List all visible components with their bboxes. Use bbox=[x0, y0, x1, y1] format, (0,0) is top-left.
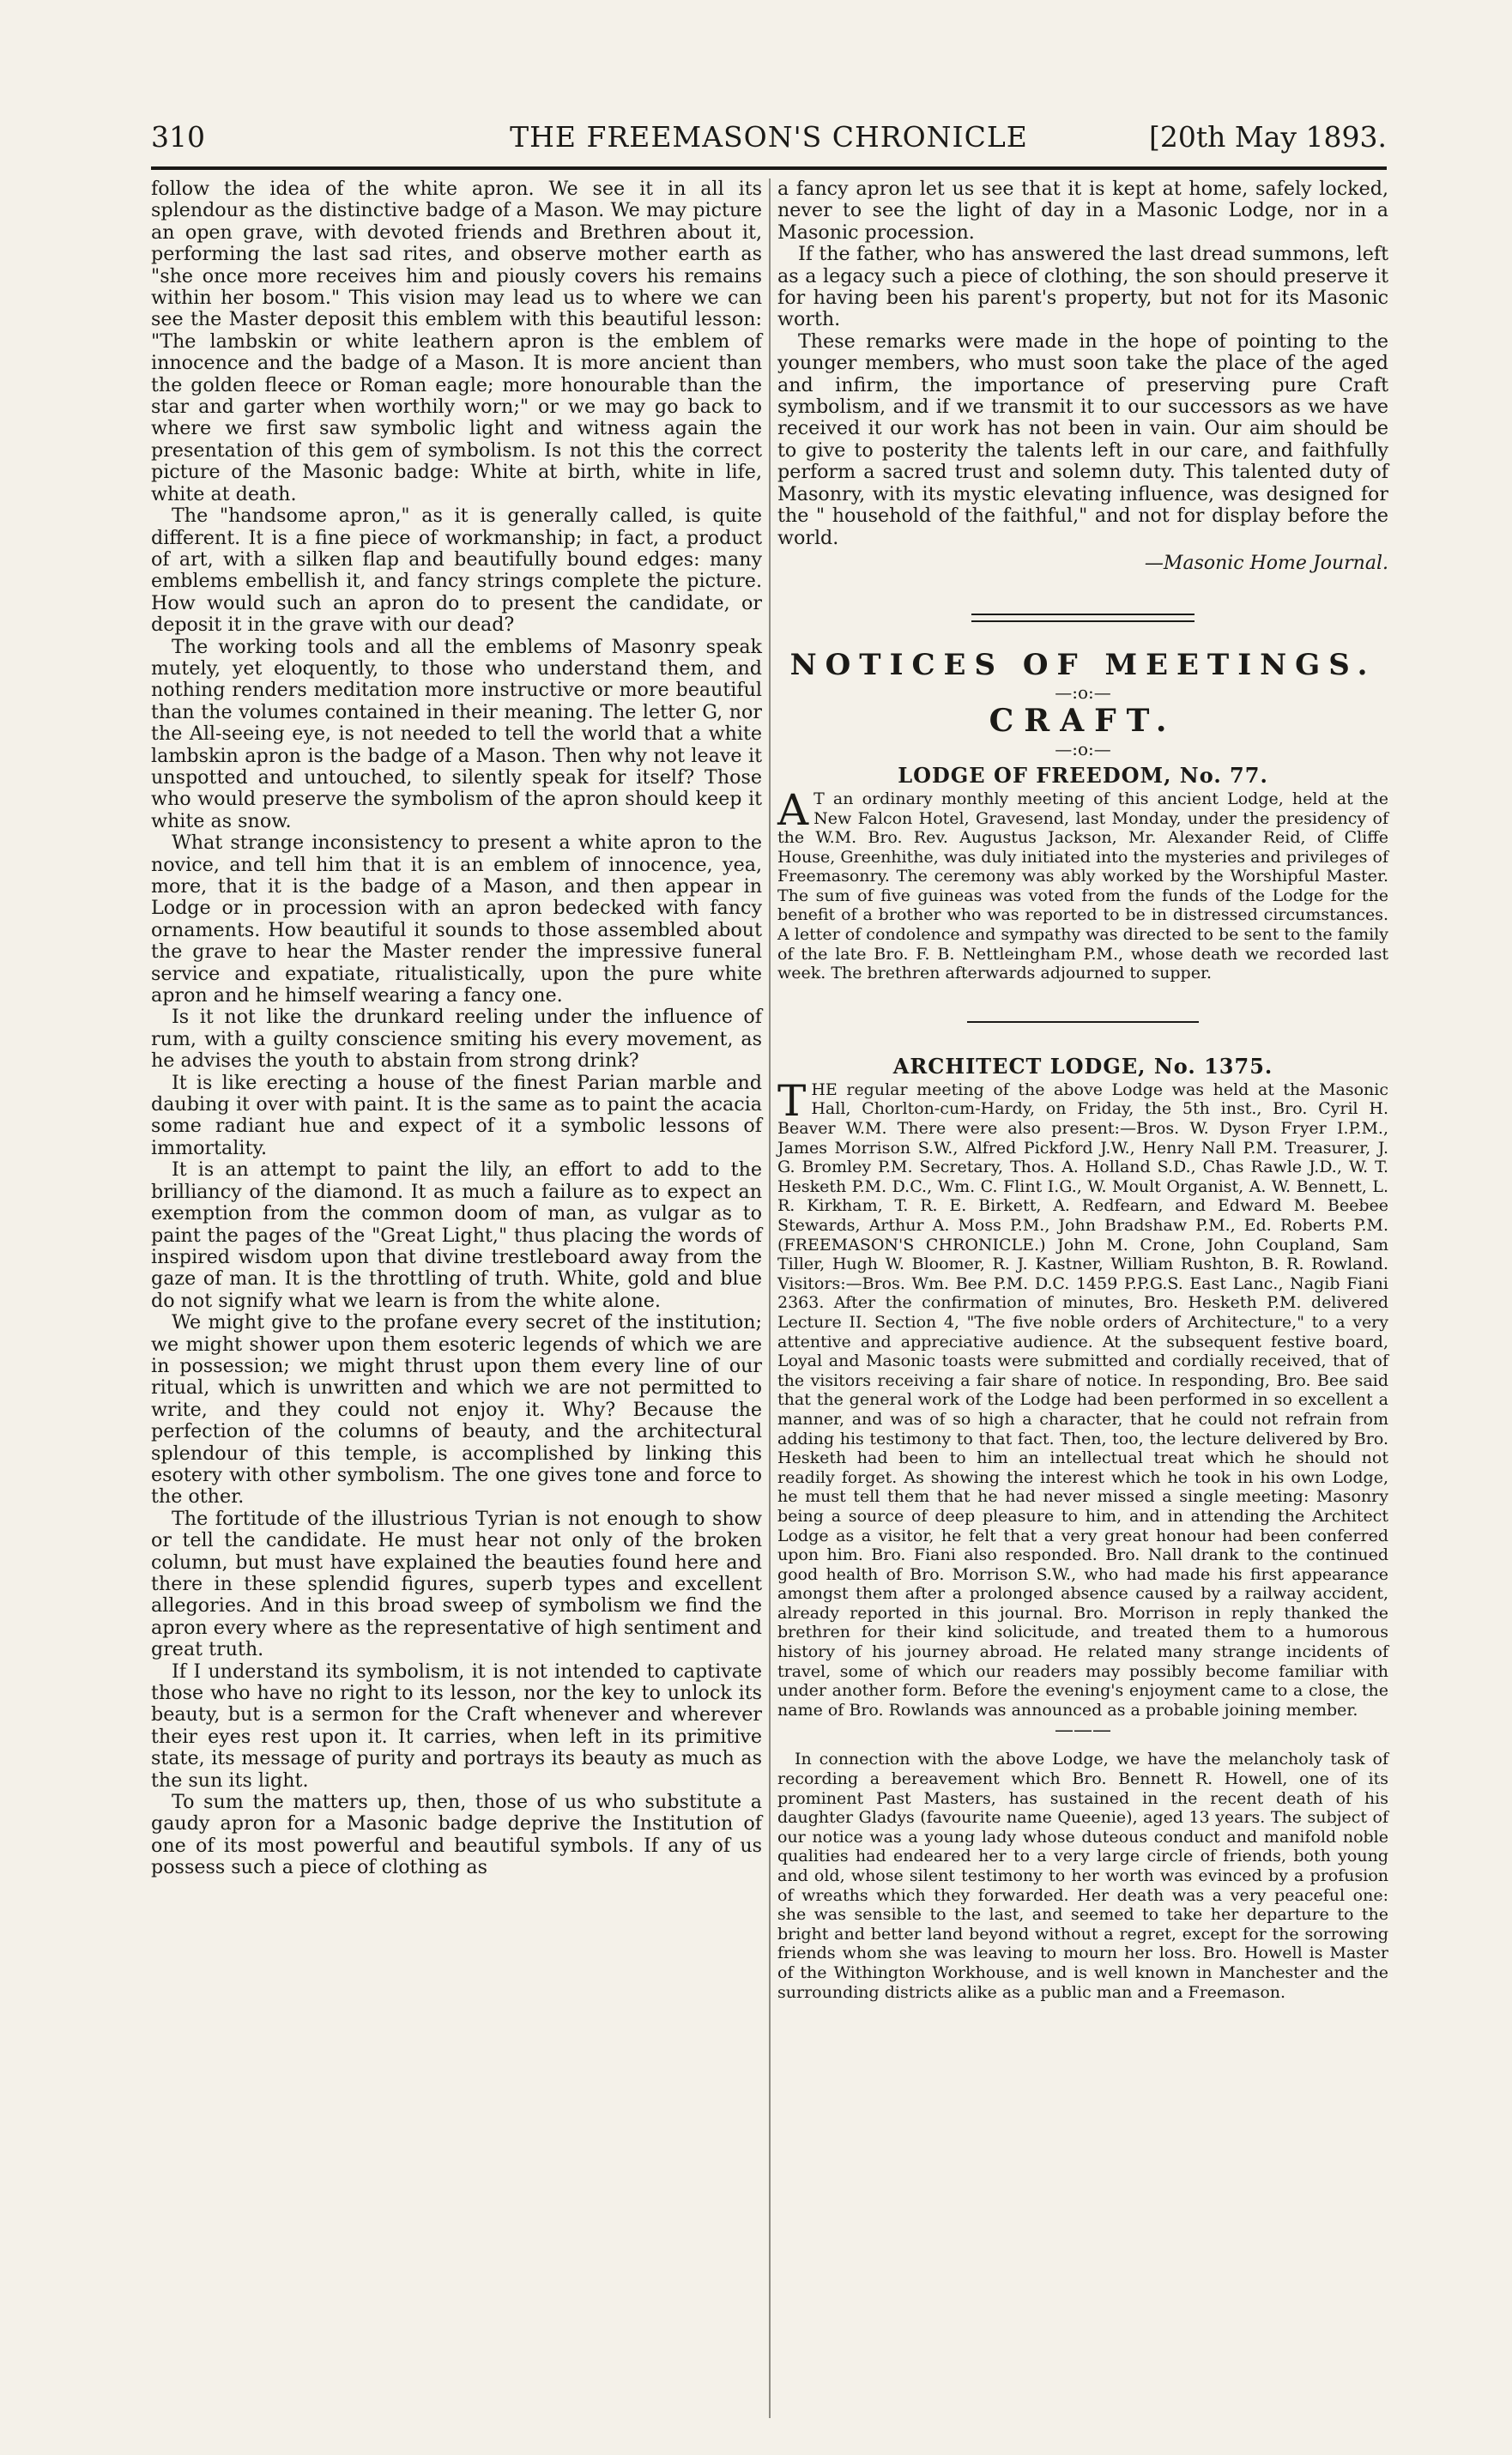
report-text: T an ordinary monthly meeting of this ancient Lodge, held at the New Falcon Hotel, Gravesend, last Monday, under the presidency of the W.M. Bro. Rev. Augustus Jackson, Mr. Alexander Reid, of Cliffe House, Greenhithe, was duly initiated into the mysteries and privileges of Freemasonry. The ceremony was ably worked by the Worshipful Master. The sum of five guineas was voted from the funds of the Lodge for the benefit of a brother who was reported to be in distressed circumstances. A letter of condolence and sympathy was directed to be sent to the family of the late Bro. F. B. Nettleingham P.M., whose death we recorded last week. The brethren afterwards adjourned to supper. bbox=[777, 789, 1388, 983]
article-paragraph: follow the idea of the white apron. We see it in all its splendour as the distinctive badge of a Mason. We may picture an open grave, with devoted friends and Brethren about it, performing the last sad rites, and observe mother earth as "she once more receives him and piously covers his remains within her bosom." This vision may lead us to where we can see the Master deposit this emblem with this beautiful lesson: "The lambskin or white leathern apron is the emblem of innocence and the badge of a Mason. It is more ancient than the golden fleece or Roman eagle; more honourable than the star and garter when worthily worn;" or we may go back to where we first saw symbolic light and witness again the presentation of this gem of symbolism. Is not this the correct picture of the Masonic badge: White at birth, white in life, white at death. bbox=[151, 178, 762, 505]
report-text: HE regular meeting of the above Lodge was held at the Masonic Hall, Chorlton-cum-Hardy, on Friday, the 5th inst., Bro. Cyril H. Beaver W.M. There were also present:—Bros. W. Dyson Fryer I.P.M., James Morrison S.W., Alfred Pickford J.W., Henry Nall P.M. Treasurer, J. G. Bromley P.M. Secretary, Thos. A. Holland S.D., Chas Rawle J.D., W. T. Hesketh P.M. D.C., Wm. C. Flint I.G., W. Moult Organist, A. W. Bennett, L. R. Kirkham, T. R. E. Birkett, A. Redfearn, and Edward M. Beebee Stewards, Arthur A. Moss P.M., John Bradshaw P.M., Ed. Roberts P.M. (FREEMASON'S CHRONICLE.) John M. Crone, John Coupland, Sam Tiller, Hugh W. Bloomer, R. J. Kastner, William Rushton, B. R. Rowland. Visitors:—Bros. Wm. Bee P.M. D.C. 1459 P.P.G.S. East Lanc., Nagib Fiani 2363. After the confirmation of minutes, Bro. Hesketh P.M. delivered Lecture II. Section 4, "The five noble orders of Architecture," to a very attentive and appreciative audience. At the subsequent festive board, Loyal and Masonic toasts were submitted and cordially received, that of the visitors receiving a fair share of notice. In responding, Bro. Bee said that the general work of the Lodge had been performed in so excellent a manner, and was of so high a character, that he could not refrain from adding his testimony to that fact. Then, too, the lecture delivered by Bro. Hesketh had been to him an intellectual treat which he should not readily forget. As showing the interest which he took in his own Lodge, he must tell them that he had never missed a single meeting: Masonry being a source of deep pleasure to him, and in attending the Architect Lodge as a visitor, he felt that a very great honour had been conferred upon him. Bro. Fiani also responded. Bro. Nall drank to the continued good health of Bro. Morrison S.W., who had made his first appearance amongst them after a prolonged absence caused by a railway accident, already reported in this journal. Bro. Morrison in reply thanked the brethren for their kind solicitude, and treated them to a humorous history of his journey abroad. He related many strange incidents of travel, some of which our readers may possibly become familiar with under another form. Before the evening's enjoyment came to a close, the name of Bro. Rowlands was announced as a probable joining member. bbox=[777, 1079, 1388, 1720]
ornament: —:o:— bbox=[1055, 738, 1111, 759]
report-paragraph bbox=[777, 784, 1388, 983]
lodge-report bbox=[777, 784, 1388, 983]
apron-article bbox=[151, 178, 762, 1879]
article-paragraph: It is an attempt to paint the lily, an effort to add to the brilliancy of the diamond. It as much a failure as to expect an exemption from the common doom of man, as vulgar as to paint the pages of the "Great Light," thus placing the words of inspired wisdom upon that divine trestleboard away from the gaze of man. It is the throttling of truth. White, gold and blue do not signify what we learn is from the white alone. bbox=[151, 1158, 762, 1312]
column-divider bbox=[769, 178, 771, 2418]
report-paragraph: In connection with the above Lodge, we have the melancholy task of recording a bereavement which Bro. Bennett R. Howell, one of its prominent Past Masters, has sustained in the recent death of his daughter Gladys (favourite name Queenie), aged 13 years. The subject of our notice was a young lady whose duteous conduct and manifold noble qualities had endeared her to a very large circle of friends, both young and old, whose silent testimony to her worth was evinced by a profusion of wreaths which they forwarded. Her death was a very peaceful one: she was sensible to the last, and seemed to take her departure to the bright and better land beyond without a regret, except for the sorrowing friends whom she was leaving to mourn her loss. Bro. Howell is Master of the Withington Workhouse, and is well known in Manchester and the surrounding districts alike as a public man and a Freemason. bbox=[777, 1750, 1388, 2002]
notices-heading: NOTICES OF MEETINGS. bbox=[789, 647, 1376, 682]
left-column bbox=[151, 178, 762, 1879]
article-paragraph: The working tools and all the emblems of Masonry speak mutely, yet eloquently, to those who understand them, and nothing renders meditation more instructive or more beautiful than the volumes contained in their meaning. The letter G, nor the All-seeing eye, is not needed to tell the world that a white lambskin apron is the badge of a Mason. Then why not leave it unspotted and untouched, to silently speak for itself? Those who would preserve the symbolism of the apron should keep it white as snow. bbox=[151, 635, 762, 832]
lodge-heading: ARCHITECT LODGE, No. 1375. bbox=[892, 1053, 1273, 1079]
lodge-report bbox=[777, 1075, 1388, 1720]
article-paragraph: The "handsome apron," as it is generally called, is quite different. It is a fine piece of workmanship; in fact, a product of art, with a silken flap and beautifully bound edges: many emblems embellish it, and fancy strings complete the picture. How would such an apron do to present the candidate, or deposit it in the grave with our dead? bbox=[151, 505, 762, 637]
article-paragraph: We might give to the profane every secret of the institution; we might shower upon them esoteric legends of which we are in possession; we might thrust upon them every line of our ritual, which is unwritten and which we are not permitted to write, and they could not enjoy it. Why? Because the perfection of the columns of beauty, and the architectural splendour of this temple, is accomplished by linking this esotery with other symbolism. The one gives tone and force to the other. bbox=[151, 1311, 762, 1509]
right-column bbox=[777, 178, 1388, 2002]
article-paragraph: If the father, who has answered the last dread summons, left as a legacy such a piece of clothing, the son should preserve it for having been his parent's property, but not for its Masonic worth. bbox=[777, 243, 1388, 331]
article-paragraph: Is it not like the drunkard reeling under the influence of rum, with a guilty conscience smiting his every movement, as he advises the youth to abstain from strong drink? bbox=[151, 1006, 762, 1073]
article-paragraph: If I understand its symbolism, it is not intended to captivate those who have no right to its lesson, nor the key to unlock its beauty, but is a sermon for the Craft whenever and wherever their eyes rest upon it. It carries, when left in its primitive state, its message of purity and portrays its beauty as much as the sun its light. bbox=[151, 1660, 762, 1792]
article-paragraph: These remarks were made in the hope of pointing to the younger members, who must soon take the place of the aged and infirm, the importance of preserving pure Craft symbolism, and if we transmit it to our successors as we have received it our work has not been in vain. Our aim should be to give to posterity the talents left in our care, and faithfully perform a sacred trust and solemn duty. This talented duty of Masonry, with its mystic elevating influence, was designed for the " household of the faithful," and not for display before the world. bbox=[777, 330, 1388, 549]
bereavement-notice bbox=[777, 1750, 1388, 2002]
article-paragraph: To sum the matters up, then, those of us who substitute a gaudy apron for a Masonic badge deprive the Institution of one of its most powerful and beautiful symbols. If any of us possess such a piece of clothing as bbox=[151, 1791, 762, 1879]
article-paragraph: It is like erecting a house of the finest Parian marble and daubing it over with paint. It is the same as to paint the acacia some radiant hue and expect of it a symbolic lessons of immortality. bbox=[151, 1071, 762, 1159]
craft-heading: CRAFT. bbox=[989, 702, 1177, 739]
separator: ——— bbox=[1055, 1720, 1111, 1742]
section-rule bbox=[971, 614, 1194, 622]
header-rule bbox=[151, 166, 1387, 170]
issue-date: [20th May 1893. bbox=[1149, 120, 1387, 154]
article-paragraph: a fancy apron let us see that it is kept at home, safely locked, never to see the light of day in a Masonic Lodge, nor in a Masonic procession. bbox=[777, 178, 1388, 244]
page-number: 310 bbox=[151, 120, 205, 154]
report-paragraph bbox=[777, 1075, 1388, 1720]
page-header bbox=[151, 120, 1387, 163]
article-paragraph: The fortitude of the illustrious Tyrian is not enough to show or tell the candidate. He must hear not only of the broken column, but must have explained the beauties found here and there in these splendid figures, superb types and excellent allegories. And in this broad sweep of symbolism we find the apron every where as the representative of high sentiment and great truth. bbox=[151, 1507, 762, 1661]
drop-cap: A bbox=[777, 784, 809, 835]
ornament: —:o:— bbox=[1055, 681, 1111, 703]
lodge-heading: LODGE OF FREEDOM, No. 77. bbox=[898, 762, 1268, 788]
article-paragraph: What strange inconsistency to present a white apron to the novice, and tell him that it is an emblem of innocence, yea, more, that it is the badge of a Mason, and then appear in Lodge or in procession with an apron bedecked with fancy ornaments. How beautiful it sounds to those assembled about the grave to hear the Master render the impressive funeral service and expatiate, ritualistically, upon the pure white apron and he himself wearing a fancy one. bbox=[151, 831, 762, 1007]
publication-title: THE FREEMASON'S CHRONICLE bbox=[510, 120, 1028, 154]
drop-cap: T bbox=[777, 1075, 807, 1126]
apron-article-continued bbox=[777, 178, 1388, 549]
article-source: —Masonic Home Journal. bbox=[1144, 552, 1388, 574]
